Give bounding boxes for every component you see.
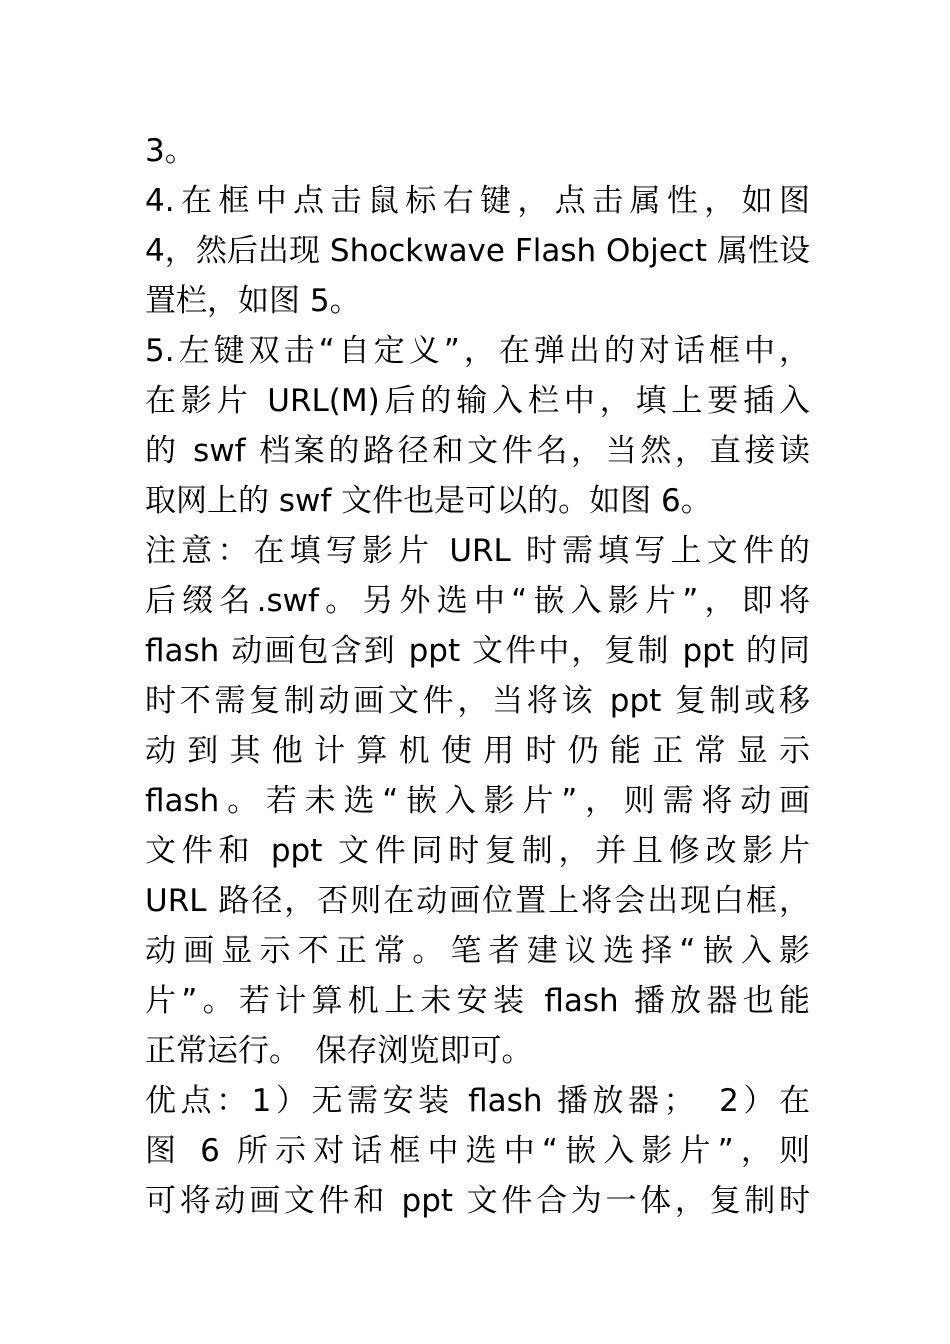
text-line: 可将动画文件和 ppt 文件合为一体，复制时 <box>145 1183 810 1219</box>
text-line: 4.在框中点击鼠标右键，点击属性，如图 <box>145 183 810 219</box>
text-line: 正常运行。 保存浏览即可。 <box>145 1033 533 1069</box>
text-line: 文件和 ppt 文件同时复制，并且修改影片 <box>145 833 810 869</box>
text-line: 片”。若计算机上未安装 flash 播放器也能 <box>145 983 810 1019</box>
text-line: 时不需复制动画文件，当将该 ppt 复制或移 <box>145 683 810 719</box>
text-line: 图 6 所示对话框中选中“嵌入影片”，则 <box>145 1133 810 1169</box>
text-line: 动画显示不正常。笔者建议选择“嵌入影 <box>145 933 810 969</box>
text-line: flash 动画包含到 ppt 文件中，复制 ppt 的同 <box>145 633 810 669</box>
text-line: 注意：在填写影片 URL 时需填写上文件的 <box>145 533 810 569</box>
text-line: flash。若未选“嵌入影片”，则需将动画 <box>145 783 810 819</box>
body-text <box>145 126 810 1226</box>
text-line: 在影片 URL(M)后的输入栏中，填上要插入 <box>145 383 810 419</box>
text-line: 5.左键双击“自定义”，在弹出的对话框中， <box>145 333 810 369</box>
text-line: 后缀名.swf。另外选中“嵌入影片”，即将 <box>145 583 810 619</box>
text-line: 3。 <box>145 133 196 169</box>
text-line: 4，然后出现 Shockwave Flash Object 属性设 <box>145 233 810 269</box>
text-line: 的 swf 档案的路径和文件名，当然，直接读 <box>145 433 810 469</box>
text-line: 取网上的 swf 文件也是可以的。如图 6。 <box>145 483 712 519</box>
text-line: 优点：1）无需安装 flash 播放器； 2）在 <box>145 1083 810 1119</box>
text-line: 动到其他计算机使用时仍能正常显示 <box>145 733 810 769</box>
text-line: 置栏，如图 5。 <box>145 283 361 319</box>
text-line: URL 路径，否则在动画位置上将会出现白框， <box>145 883 810 919</box>
